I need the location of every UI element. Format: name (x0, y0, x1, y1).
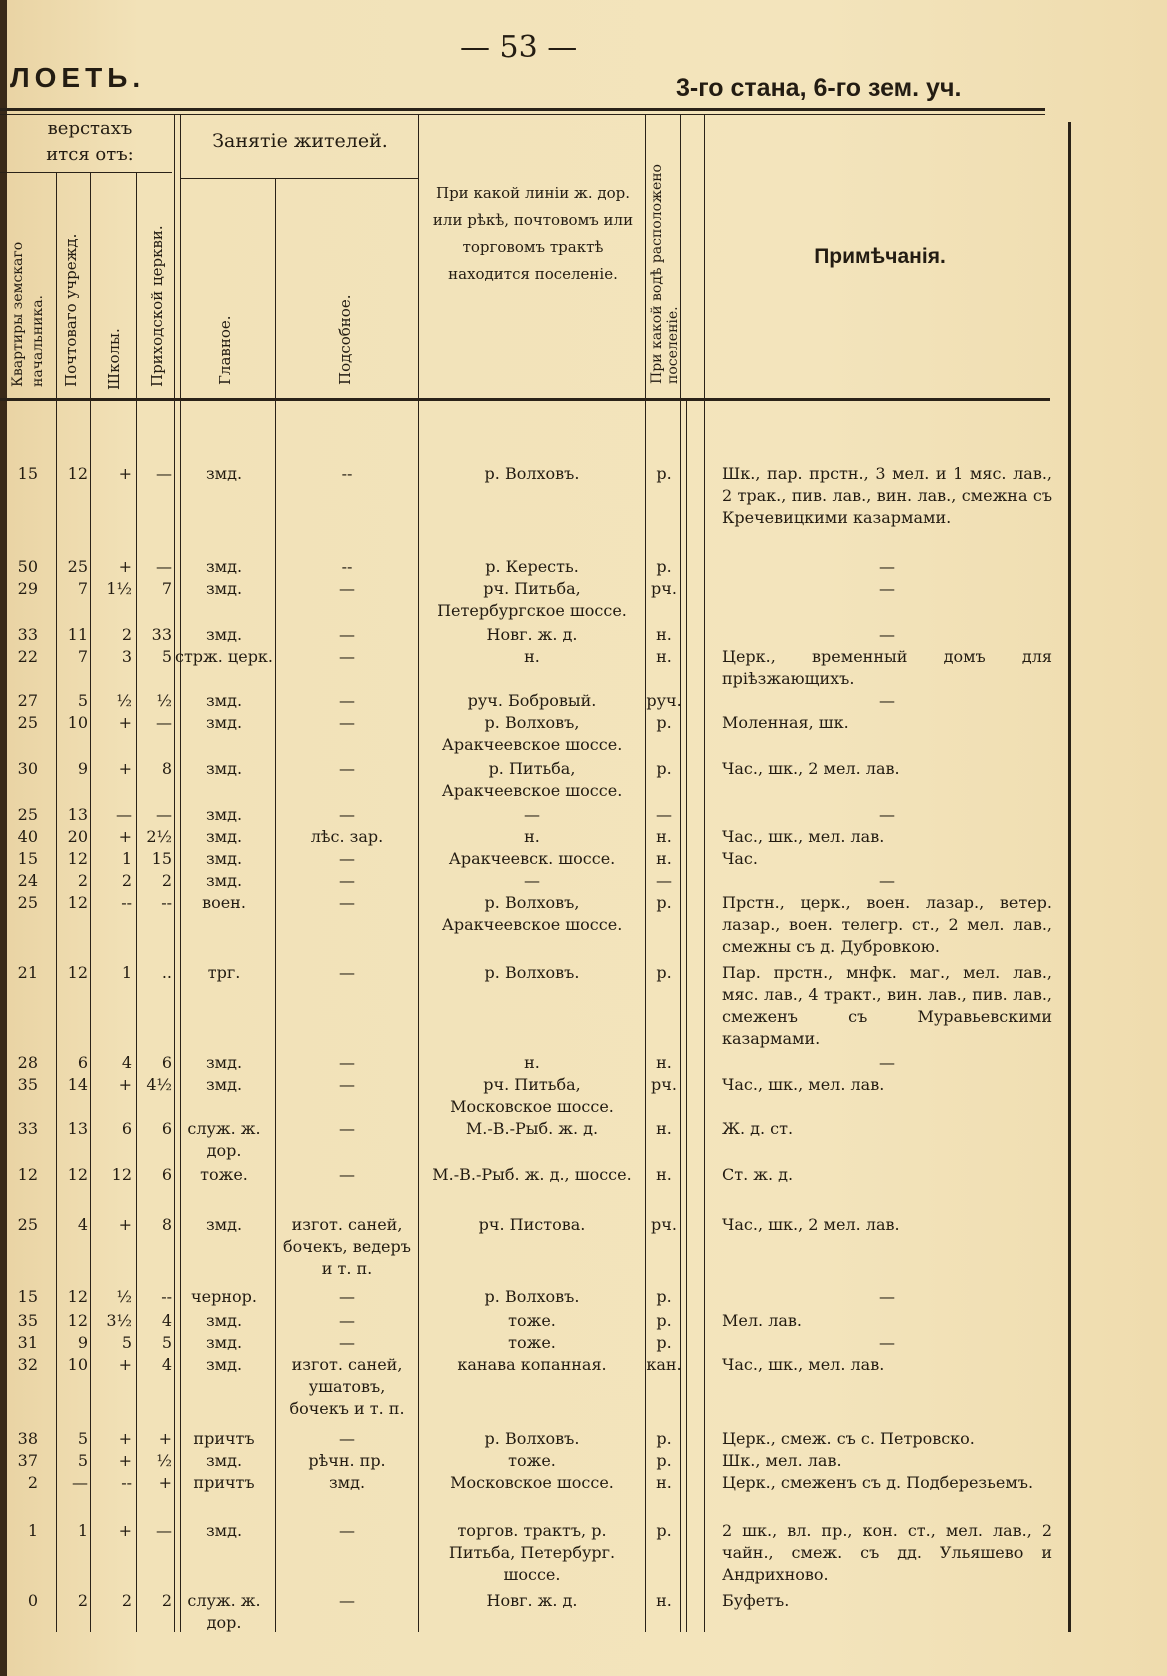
cell-note: Церк., временный домъ для пріѣзжающихъ. (722, 647, 1052, 688)
cell-k: 22 (17, 647, 38, 666)
cell-s: + (118, 713, 132, 732)
cell-g: змд. (205, 759, 243, 778)
cell-p: 10 (67, 1355, 88, 1374)
cell-line: р. Волховъ. (484, 1287, 580, 1306)
cell-c: .. (161, 963, 172, 982)
cell-s: 1 (121, 963, 132, 982)
cell-k: 31 (17, 1333, 38, 1352)
cell-d: рѣчн. пр. (308, 1451, 386, 1470)
cell-c: 4½ (146, 1075, 172, 1094)
cell-w: р. (656, 893, 672, 912)
cell-c: 7 (161, 579, 172, 598)
cell-c: 5 (161, 1333, 172, 1352)
cell-g: змд. (205, 579, 243, 598)
cell-s: + (118, 1075, 132, 1094)
cell-s: + (118, 1355, 132, 1374)
cell-c: 4 (161, 1355, 172, 1374)
cell-p: 7 (77, 647, 88, 666)
cell-d: — (339, 963, 355, 982)
cell-line: М.-В.-Рыб. ж. д., шоссе. (432, 1165, 632, 1184)
book-spine (0, 0, 7, 1676)
col-line (686, 400, 687, 1632)
distance-group-rule (0, 172, 172, 173)
cell-w: н. (656, 1165, 672, 1184)
cell-c: 8 (161, 759, 172, 778)
cell-k: 25 (17, 893, 38, 912)
cell-s: 3 (121, 647, 132, 666)
cell-note: Час., шк., мел. лав. (722, 1355, 885, 1374)
cell-p: 6 (77, 1053, 88, 1072)
cell-w: р. (656, 1451, 672, 1470)
page-running-title-right: 3-го стана, 6-го зем. уч. (676, 74, 962, 102)
cell-line: — (524, 871, 540, 890)
cell-k: 27 (17, 691, 38, 710)
cell-k: 33 (17, 1119, 38, 1138)
cell-s: 3½ (106, 1311, 132, 1330)
cell-line: М.-В.-Рыб. ж. д. (465, 1119, 599, 1138)
cell-g: причтъ (193, 1473, 255, 1492)
cell-c: 8 (161, 1215, 172, 1234)
cell-line: тоже. (508, 1451, 556, 1470)
cell-w: н. (656, 1591, 672, 1610)
cell-c: — (156, 464, 172, 483)
cell-d: змд. (328, 1473, 366, 1492)
cell-g: воен. (202, 893, 246, 912)
header-kvartira: Квартиры земскаго начальника. (10, 241, 46, 387)
cell-d: изгот. саней, бочекъ, ведеръ и т. п. (283, 1215, 411, 1278)
cell-g: змд. (205, 805, 243, 824)
cell-p: 7 (77, 579, 88, 598)
cell-note: — (879, 1333, 895, 1352)
cell-k: 15 (17, 464, 38, 483)
cell-note: Церк., смеженъ съ д. Подберезьемъ. (722, 1473, 1034, 1492)
col-line (275, 178, 276, 1632)
cell-w: н. (656, 1473, 672, 1492)
cell-k: 35 (17, 1311, 38, 1330)
cell-s: ½ (116, 1287, 132, 1306)
cell-g: тоже. (200, 1165, 248, 1184)
occupation-group-rule (180, 178, 418, 179)
cell-line: торгов. трактъ, р. Питьба, Петербург. шоссе. (448, 1521, 616, 1584)
cell-d: — (339, 893, 355, 912)
cell-s: — (116, 805, 132, 824)
cell-w: н. (656, 647, 672, 666)
cell-w: р. (656, 1521, 672, 1540)
cell-g: трг. (207, 963, 241, 982)
cell-w: р. (656, 963, 672, 982)
cell-d: — (339, 1333, 355, 1352)
col-line (418, 114, 419, 1632)
cell-d: — (339, 1119, 355, 1138)
cell-d: — (339, 1429, 355, 1448)
cell-line: н. (524, 827, 540, 846)
header-bottom-rule (0, 398, 1050, 401)
cell-line: — (524, 805, 540, 824)
cell-s: + (118, 1521, 132, 1540)
cell-k: 35 (17, 1075, 38, 1094)
cell-g: стрж. церк. (174, 647, 274, 666)
cell-k: 50 (17, 557, 38, 576)
cell-g: змд. (205, 464, 243, 483)
cell-c: 5 (161, 647, 172, 666)
top-rule-thin (0, 114, 1045, 115)
cell-line: р. Кересть. (485, 557, 579, 576)
cell-s: 2 (121, 625, 132, 644)
cell-p: 12 (67, 1165, 88, 1184)
cell-k: 25 (17, 805, 38, 824)
cell-c: 6 (161, 1053, 172, 1072)
cell-g: змд. (205, 1355, 243, 1374)
cell-s: + (118, 759, 132, 778)
cell-s: 1½ (106, 579, 132, 598)
cell-g: служ. ж. дор. (187, 1591, 261, 1632)
cell-w: кан. (646, 1355, 682, 1374)
cell-c: 2½ (146, 827, 172, 846)
cell-note: — (879, 1287, 895, 1306)
cell-w: р. (656, 1429, 672, 1448)
cell-w: рч. (651, 1075, 677, 1094)
cell-line: руч. Бобровый. (467, 691, 597, 710)
cell-p: 25 (67, 557, 88, 576)
col-line (704, 114, 705, 1632)
cell-s: -- (121, 893, 132, 912)
cell-d: изгот. саней, ушатовъ, бочекъ и т. п. (289, 1355, 405, 1418)
cell-p: 2 (77, 1591, 88, 1610)
cell-line: рч. Пистова. (478, 1215, 586, 1234)
cell-g: змд. (205, 1075, 243, 1094)
cell-k: 40 (17, 827, 38, 846)
cell-g: змд. (205, 849, 243, 868)
top-rule (0, 108, 1045, 111)
cell-note: — (879, 557, 895, 576)
cell-note: Мел. лав. (722, 1311, 802, 1330)
cell-s: + (118, 1451, 132, 1470)
cell-g: змд. (205, 691, 243, 710)
cell-k: 15 (17, 1287, 38, 1306)
cell-c: 2 (161, 871, 172, 890)
cell-w: р. (656, 464, 672, 483)
cell-s: 2 (121, 871, 132, 890)
cell-w: рч. (651, 579, 677, 598)
cell-s: 4 (121, 1053, 132, 1072)
header-tserkov: Приходской церкви. (148, 225, 166, 387)
cell-p: 13 (67, 805, 88, 824)
cell-d: — (339, 579, 355, 598)
page-running-title-left: ЛОЕТЬ. (10, 62, 146, 93)
cell-c: 6 (161, 1165, 172, 1184)
col-line (1068, 122, 1071, 1632)
cell-g: змд. (205, 1311, 243, 1330)
cell-d: — (339, 871, 355, 890)
cell-note: Час., шк., 2 мел. лав. (722, 1215, 900, 1234)
cell-c: ½ (156, 1451, 172, 1470)
cell-p: 1 (77, 1521, 88, 1540)
header-podsobnoe: Подсобное. (336, 294, 354, 385)
cell-k: 1 (27, 1521, 38, 1540)
cell-p: 5 (77, 1429, 88, 1448)
header-glavnoe: Главное. (216, 315, 234, 385)
cell-note: Час., шк., 2 мел. лав. (722, 759, 900, 778)
cell-d: — (339, 625, 355, 644)
cell-k: 24 (17, 871, 38, 890)
cell-note: Прстн., церк., воен. лазар., ветер. лазар., воен. телегр. ст., 2 мел. лав., смежны съ д. Дубровкою. (722, 893, 1052, 956)
occupation-group-header: Занятіе жителей. (212, 130, 388, 152)
cell-note: — (879, 805, 895, 824)
cell-k: 30 (17, 759, 38, 778)
header-pochta: Почтоваго учрежд. (62, 233, 80, 387)
cell-line: рч. Питьба, Московское шоссе. (450, 1075, 614, 1116)
cell-p: 9 (77, 1333, 88, 1352)
cell-p: 11 (67, 625, 88, 644)
cell-note: Шк., мел. лав. (722, 1451, 842, 1470)
header-notes: Примѣчанія. (814, 245, 946, 268)
cell-line: р. Волховъ, Аракчеевское шоссе. (441, 893, 623, 934)
cell-w: руч. (646, 691, 682, 710)
cell-g: змд. (205, 1215, 243, 1234)
cell-line: н. (524, 1053, 540, 1072)
cell-k: 25 (17, 1215, 38, 1234)
cell-w: — (656, 871, 672, 890)
cell-g: змд. (205, 625, 243, 644)
cell-w: р. (656, 1333, 672, 1352)
cell-line: р. Волховъ, Аракчеевское шоссе. (441, 713, 623, 754)
cell-line: рч. Питьба, Петербургское шоссе. (437, 579, 627, 620)
cell-k: 32 (17, 1355, 38, 1374)
cell-s: -- (121, 1473, 132, 1492)
cell-note: Буфетъ. (722, 1591, 790, 1610)
cell-g: причтъ (193, 1429, 255, 1448)
cell-s: + (118, 827, 132, 846)
cell-d: — (339, 1311, 355, 1330)
cell-line: р. Волховъ. (484, 464, 580, 483)
cell-d: — (339, 849, 355, 868)
cell-d: — (339, 647, 355, 666)
cell-p: 9 (77, 759, 88, 778)
cell-w: рч. (651, 1215, 677, 1234)
cell-p: 14 (67, 1075, 88, 1094)
cell-g: змд. (205, 1521, 243, 1540)
cell-c: 15 (151, 849, 172, 868)
cell-p: 10 (67, 713, 88, 732)
cell-c: + (158, 1473, 172, 1492)
cell-w: н. (656, 1119, 672, 1138)
cell-d: — (339, 691, 355, 710)
cell-k: 28 (17, 1053, 38, 1072)
cell-note: — (879, 1053, 895, 1072)
cell-line: р. Волховъ. (484, 1429, 580, 1448)
cell-line: канава копанная. (457, 1355, 607, 1374)
cell-g: змд. (205, 871, 243, 890)
cell-g: служ. ж. дор. (187, 1119, 261, 1160)
cell-c: 6 (161, 1119, 172, 1138)
cell-s: + (118, 1215, 132, 1234)
cell-g: чернор. (191, 1287, 257, 1306)
cell-c: 4 (161, 1311, 172, 1330)
cell-note: Пар. прстн., мнфк. маг., мел. лав., мяс. лав., 4 тракт., вин. лав., пив. лав., смеженъ съ Муравьевскими казармами. (722, 963, 1052, 1048)
cell-g: змд. (205, 1451, 243, 1470)
cell-k: 25 (17, 713, 38, 732)
cell-w: — (656, 805, 672, 824)
cell-d: — (339, 1075, 355, 1094)
cell-g: змд. (205, 1333, 243, 1352)
cell-d: — (339, 1165, 355, 1184)
cell-k: 33 (17, 625, 38, 644)
cell-p: — (72, 1473, 88, 1492)
cell-s: + (118, 1429, 132, 1448)
cell-c: — (156, 805, 172, 824)
cell-k: 0 (27, 1591, 38, 1610)
cell-s: ½ (116, 691, 132, 710)
cell-d: — (339, 1287, 355, 1306)
cell-s: + (118, 464, 132, 483)
cell-c: — (156, 713, 172, 732)
cell-d: — (339, 1053, 355, 1072)
cell-line: р. Питьба, Аракчеевское шоссе. (441, 759, 623, 800)
cell-s: 5 (121, 1333, 132, 1352)
cell-d: -- (341, 464, 353, 483)
cell-w: н. (656, 1053, 672, 1072)
cell-k: 21 (17, 963, 38, 982)
cell-w: р. (656, 713, 672, 732)
cell-w: р. (656, 557, 672, 576)
cell-c: 2 (161, 1591, 172, 1610)
cell-note: Ж. д. ст. (722, 1119, 794, 1138)
cell-w: н. (656, 849, 672, 868)
cell-p: 5 (77, 1451, 88, 1470)
cell-p: 12 (67, 963, 88, 982)
cell-p: 2 (77, 871, 88, 890)
cell-g: змд. (205, 1053, 243, 1072)
cell-c: — (156, 557, 172, 576)
cell-p: 5 (77, 691, 88, 710)
header-water: При какой водѣ расположено поселеніе. (649, 164, 681, 384)
cell-line: Аракчеевск. шоссе. (448, 849, 616, 868)
cell-line: тоже. (508, 1311, 556, 1330)
cell-s: 6 (121, 1119, 132, 1138)
cell-s: 12 (111, 1165, 132, 1184)
cell-c: + (158, 1429, 172, 1448)
cell-note: — (879, 871, 895, 890)
cell-w: р. (656, 1287, 672, 1306)
cell-c: — (156, 1521, 172, 1540)
cell-note: Час. (722, 849, 758, 868)
cell-p: 20 (67, 827, 88, 846)
cell-p: 12 (67, 893, 88, 912)
cell-d: — (339, 759, 355, 778)
cell-c: 33 (151, 625, 172, 644)
cell-d: — (339, 713, 355, 732)
cell-k: 15 (17, 849, 38, 868)
cell-w: р. (656, 759, 672, 778)
cell-k: 2 (27, 1473, 38, 1492)
cell-k: 38 (17, 1429, 38, 1448)
cell-g: змд. (205, 827, 243, 846)
cell-p: 12 (67, 464, 88, 483)
cell-note: — (879, 625, 895, 644)
cell-note: Моленная, шк. (722, 713, 849, 732)
cell-d: -- (341, 557, 353, 576)
cell-k: 29 (17, 579, 38, 598)
cell-note: Ст. ж. д. (722, 1165, 794, 1184)
distance-group-header: верстахъ ится отъ: (46, 118, 134, 165)
cell-line: р. Волховъ. (484, 963, 580, 982)
cell-d: — (339, 805, 355, 824)
cell-w: н. (656, 625, 672, 644)
cell-d: лѣс. зар. (310, 827, 384, 846)
cell-line: Новг. ж. д. (486, 1591, 578, 1610)
cell-note: Час., шк., мел. лав. (722, 1075, 885, 1094)
cell-line: тоже. (508, 1333, 556, 1352)
cell-p: 4 (77, 1215, 88, 1234)
cell-note: — (879, 579, 895, 598)
cell-k: 37 (17, 1451, 38, 1470)
cell-p: 12 (67, 1311, 88, 1330)
cell-w: р. (656, 1311, 672, 1330)
cell-w: н. (656, 827, 672, 846)
cell-p: 12 (67, 1287, 88, 1306)
cell-c: ½ (156, 691, 172, 710)
cell-note: — (879, 691, 895, 710)
cell-line: Новг. ж. д. (486, 625, 578, 644)
cell-k: 12 (17, 1165, 38, 1184)
cell-note: Шк., пар. прстн., 3 мел. и 1 мяс. лав., 2 трак., пив. лав., вин. лав., смежна съ Кречевицкими казармами. (722, 464, 1052, 527)
cell-d: — (339, 1521, 355, 1540)
cell-p: 12 (67, 849, 88, 868)
cell-s: 2 (121, 1591, 132, 1610)
cell-s: + (118, 557, 132, 576)
header-shkola: Школы. (105, 328, 123, 390)
cell-note: Час., шк., мел. лав. (722, 827, 885, 846)
cell-line: н. (524, 647, 540, 666)
cell-p: 13 (67, 1119, 88, 1138)
cell-c: -- (161, 1287, 172, 1306)
cell-line: Московское шоссе. (450, 1473, 614, 1492)
cell-s: 1 (121, 849, 132, 868)
header-line: При какой линіи ж. дор. или рѣкѣ, почтовомъ или торговомъ трактѣ находится поселеніе. (432, 184, 634, 283)
cell-c: -- (161, 893, 172, 912)
cell-g: змд. (205, 713, 243, 732)
cell-d: — (339, 1591, 355, 1610)
page-number: — 53 — (460, 30, 578, 65)
cell-note: 2 шк., вл. пр., кон. ст., мел. лав., 2 чайн., смеж. съ дд. Ульяшево и Андрихново. (722, 1521, 1052, 1584)
cell-note: Церк., смеж. съ с. Петровско. (722, 1429, 975, 1448)
cell-g: змд. (205, 557, 243, 576)
